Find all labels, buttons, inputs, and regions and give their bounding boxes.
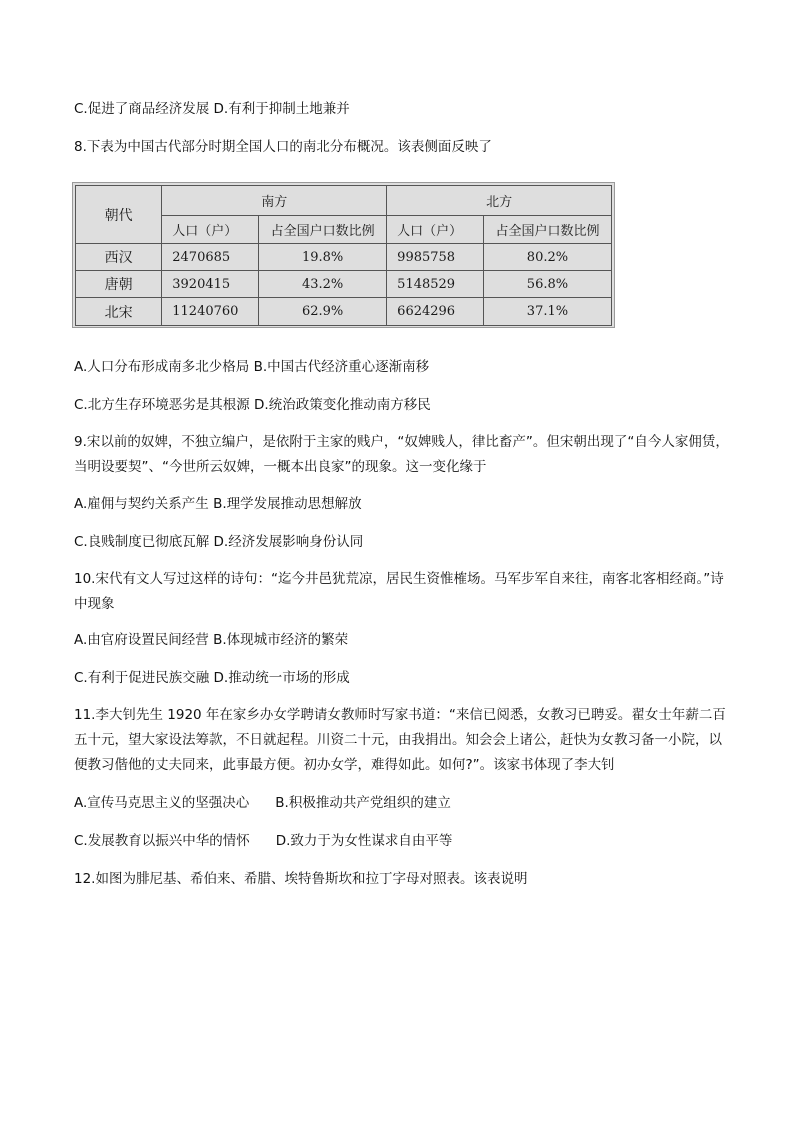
- south-pop-cell: 2470685: [162, 244, 259, 271]
- q11-options-ab-row: [74, 795, 451, 811]
- dynasty-cell: 北宋: [76, 298, 162, 326]
- dynasty-cell: 西汉: [76, 244, 162, 271]
- q8-options-ab: A.人口分布形成南多北少格局 B.中国古代经济重心逐渐南移: [74, 359, 430, 375]
- north-ratio-cell: 56.8%: [483, 271, 611, 298]
- q11-option-c: C.发展教育以振兴中华的情怀: [74, 833, 250, 849]
- q11-stem: 11.李大钊先生 1920 年在家乡办女学聘请女教师时写家书道：“来信已阅悉，女教习已聘妥。翟女士年薪二百五十元，望大家设法筹款，不日就起程。川资二十元，由我捐出。知会会上诸公，赶快为女教习备一小院，以便教习偕他的丈夫同来，此事最方便。初办女学，难得如此。如何?”。该家书体现了李大钊: [74, 707, 726, 773]
- north-ratio-header: 占全国户口数比例: [483, 216, 611, 244]
- north-pop-cell: 6624296: [387, 298, 484, 326]
- dynasty-cell: 唐朝: [76, 271, 162, 298]
- north-pop-cell: 9985758: [387, 244, 484, 271]
- table-row: [76, 271, 612, 298]
- col-dynasty-header: 朝代: [76, 186, 162, 244]
- q10-options-cd: C.有利于促进民族交融 D.推动统一市场的形成: [74, 670, 350, 686]
- south-pop-cell: 3920415: [162, 271, 259, 298]
- south-ratio-cell: 43.2%: [259, 271, 387, 298]
- south-ratio-cell: 19.8%: [259, 244, 387, 271]
- q8-options-cd: C.北方生存环境恶劣是其根源 D.统治政策变化推动南方移民: [74, 397, 431, 413]
- group-south-header: 南方: [162, 186, 387, 216]
- q12-stem: 12.如图为腓尼基、希伯来、希腊、埃特鲁斯坎和拉丁字母对照表。该表说明: [74, 871, 528, 887]
- q11-option-d: D.致力于为女性谋求自由平等: [275, 833, 453, 849]
- q8-stem: 8.下表为中国古代部分时期全国人口的南北分布概况。该表侧面反映了: [74, 139, 492, 155]
- north-pop-cell: 5148529: [387, 271, 484, 298]
- north-pop-header: 人口（户）: [387, 216, 484, 244]
- q11-options-cd-row: [74, 833, 452, 849]
- q9-options-ab: A.雇佣与契约关系产生 B.理学发展推动思想解放: [74, 496, 362, 512]
- q11-option-b: B.积极推动共产党组织的建立: [275, 795, 451, 811]
- south-ratio-header: 占全国户口数比例: [259, 216, 387, 244]
- q9-options-cd: C.良贱制度已彻底瓦解 D.经济发展影响身份认同: [74, 534, 364, 550]
- north-ratio-cell: 80.2%: [483, 244, 611, 271]
- south-ratio-cell: 62.9%: [259, 298, 387, 326]
- population-table: [75, 185, 612, 326]
- population-table-image: [72, 182, 615, 328]
- q11-option-a: A.宣传马克思主义的坚强决心: [74, 795, 250, 811]
- q9-stem: 9.宋以前的奴婢，不独立编户，是依附于主家的贱户，“奴婢贱人，律比畜产”。但宋朝出现了“自今人家佣赁，当明设要契”、“今世所云奴婢，一概本出良家”的现象。这一变化缘于: [74, 434, 729, 475]
- north-ratio-cell: 37.1%: [483, 298, 611, 326]
- table-row: [76, 244, 612, 271]
- q10-options-ab: A.由官府设置民间经营 B.体现城市经济的繁荣: [74, 632, 349, 648]
- south-pop-header: 人口（户）: [162, 216, 259, 244]
- south-pop-cell: 11240760: [162, 298, 259, 326]
- group-north-header: 北方: [387, 186, 612, 216]
- q7-options-cd: C.促进了商品经济发展 D.有利于抑制土地兼并: [74, 101, 350, 117]
- q10-stem: 10.宋代有文人写过这样的诗句：“迄今井邑犹荒凉，居民生资惟榷场。马军步军自来往，南客北客相经商。”诗中现象: [74, 571, 724, 612]
- table-row: [76, 298, 612, 326]
